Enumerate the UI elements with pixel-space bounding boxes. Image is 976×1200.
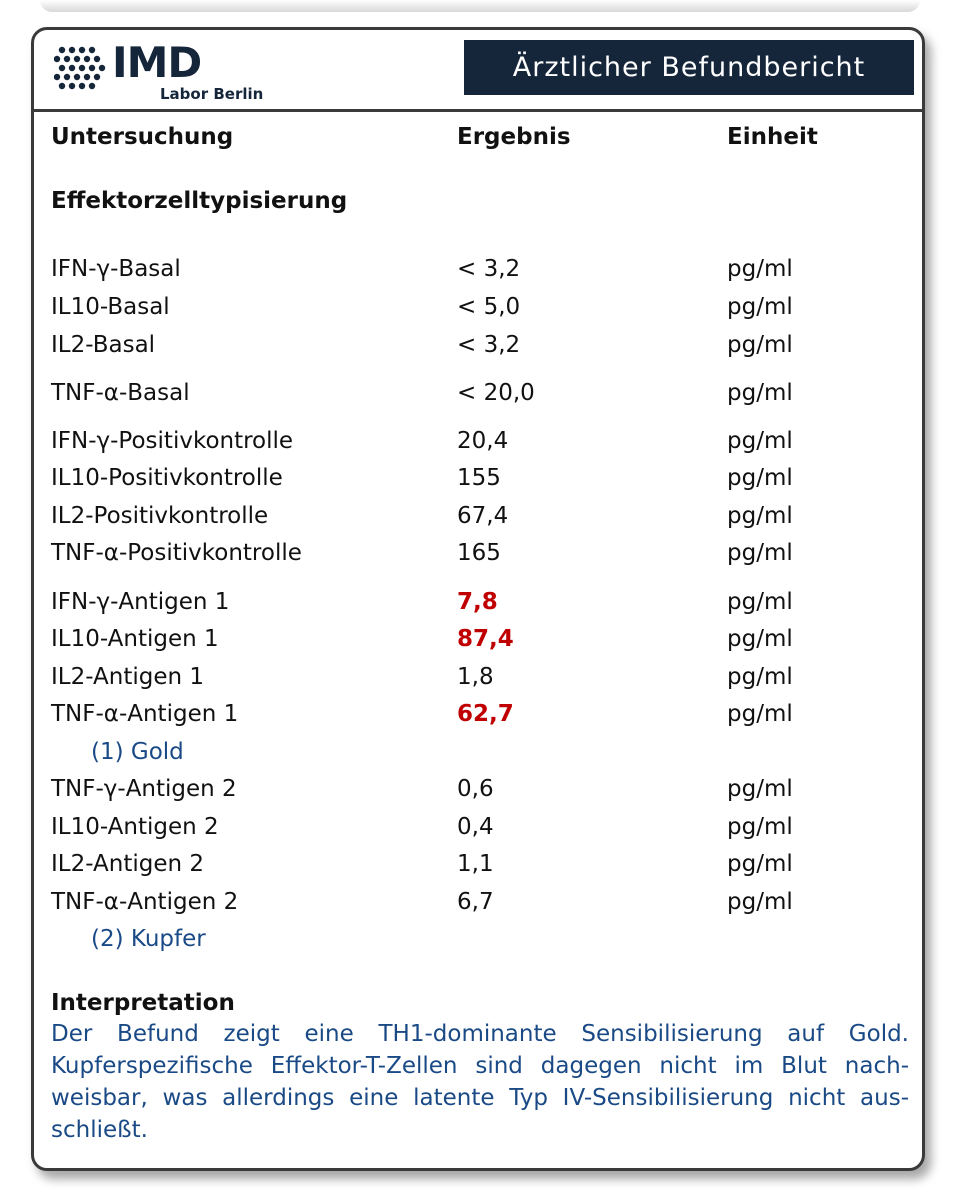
row-test: IL10-Positivkontrolle bbox=[51, 465, 283, 491]
row-test: IFN-γ-Positivkontrolle bbox=[51, 428, 294, 454]
top-shadow-decoration bbox=[40, 0, 920, 12]
row-unit: pg/ml bbox=[727, 776, 793, 802]
row-test: IL10-Antigen 2 bbox=[51, 814, 219, 840]
row-unit: pg/ml bbox=[727, 503, 793, 529]
row-unit: pg/ml bbox=[727, 664, 793, 690]
row-result: 0,6 bbox=[457, 776, 494, 802]
row-result-flagged: 7,8 bbox=[457, 589, 498, 615]
row-unit: pg/ml bbox=[727, 626, 793, 652]
row-unit: pg/ml bbox=[727, 701, 793, 727]
row-test: IFN-γ-Basal bbox=[51, 256, 181, 282]
column-header-unit: Einheit bbox=[727, 124, 818, 150]
row-result: < 3,2 bbox=[457, 256, 521, 282]
row-unit: pg/ml bbox=[727, 256, 793, 282]
row-unit: pg/ml bbox=[727, 540, 793, 566]
row-result: 1,1 bbox=[457, 851, 494, 877]
row-test: IL2-Antigen 2 bbox=[51, 851, 205, 877]
row-result-flagged: 87,4 bbox=[457, 626, 514, 652]
row-unit: pg/ml bbox=[727, 851, 793, 877]
row-test: TNF-α-Antigen 1 bbox=[51, 701, 239, 727]
row-test: IL2-Antigen 1 bbox=[51, 664, 205, 690]
row-result-flagged: 62,7 bbox=[457, 701, 514, 727]
row-unit: pg/ml bbox=[727, 294, 793, 320]
row-result: 20,4 bbox=[457, 428, 509, 454]
row-result: 6,7 bbox=[457, 889, 494, 915]
row-unit: pg/ml bbox=[727, 428, 793, 454]
row-test: IFN-γ-Antigen 1 bbox=[51, 589, 230, 615]
row-result: 67,4 bbox=[457, 503, 509, 529]
row-result: 165 bbox=[457, 540, 501, 566]
row-test: IL2-Basal bbox=[51, 332, 156, 358]
logo-name: IMD bbox=[112, 38, 202, 87]
row-result: < 5,0 bbox=[457, 294, 521, 320]
logo-dots-icon bbox=[54, 44, 108, 92]
row-unit: pg/ml bbox=[727, 380, 793, 406]
antigen-note-copper: (2) Kupfer bbox=[91, 926, 206, 952]
report-card bbox=[31, 27, 925, 1171]
row-unit: pg/ml bbox=[727, 332, 793, 358]
column-header-result: Ergebnis bbox=[457, 124, 571, 150]
interpretation-text: Der Befund zeigt eine TH1-dominante Sensibilisierung auf Gold. Kupferspezifische Effektor-T-Zellen sind dagegen nicht im Blut nachweisbar, was allerdings eine latente Typ IV-Sensibilisierung nicht ausschließt. bbox=[51, 1021, 909, 1143]
row-unit: pg/ml bbox=[727, 465, 793, 491]
row-test: IL10-Basal bbox=[51, 294, 170, 320]
section-title: Effektorzelltypisierung bbox=[51, 188, 348, 214]
column-header-test: Untersuchung bbox=[51, 124, 234, 150]
row-unit: pg/ml bbox=[727, 589, 793, 615]
row-test: TNF-α-Basal bbox=[51, 380, 190, 406]
row-test: TNF-γ-Antigen 2 bbox=[51, 776, 237, 802]
row-test: IL10-Antigen 1 bbox=[51, 626, 219, 652]
row-test: TNF-α-Positivkontrolle bbox=[51, 540, 302, 566]
interpretation-title: Interpretation bbox=[51, 990, 235, 1016]
row-result: 0,4 bbox=[457, 814, 494, 840]
logo-subtitle: Labor Berlin bbox=[160, 85, 264, 103]
report-header bbox=[34, 30, 922, 112]
row-result: < 3,2 bbox=[457, 332, 521, 358]
report-title: Ärztlicher Befundbericht bbox=[464, 40, 914, 95]
row-unit: pg/ml bbox=[727, 814, 793, 840]
row-test: TNF-α-Antigen 2 bbox=[51, 889, 239, 915]
row-result: 155 bbox=[457, 465, 501, 491]
imd-logo bbox=[54, 38, 274, 106]
row-result: < 20,0 bbox=[457, 380, 535, 406]
antigen-note-gold: (1) Gold bbox=[91, 739, 184, 765]
row-test: IL2-Positivkontrolle bbox=[51, 503, 269, 529]
row-unit: pg/ml bbox=[727, 889, 793, 915]
row-result: 1,8 bbox=[457, 664, 494, 690]
